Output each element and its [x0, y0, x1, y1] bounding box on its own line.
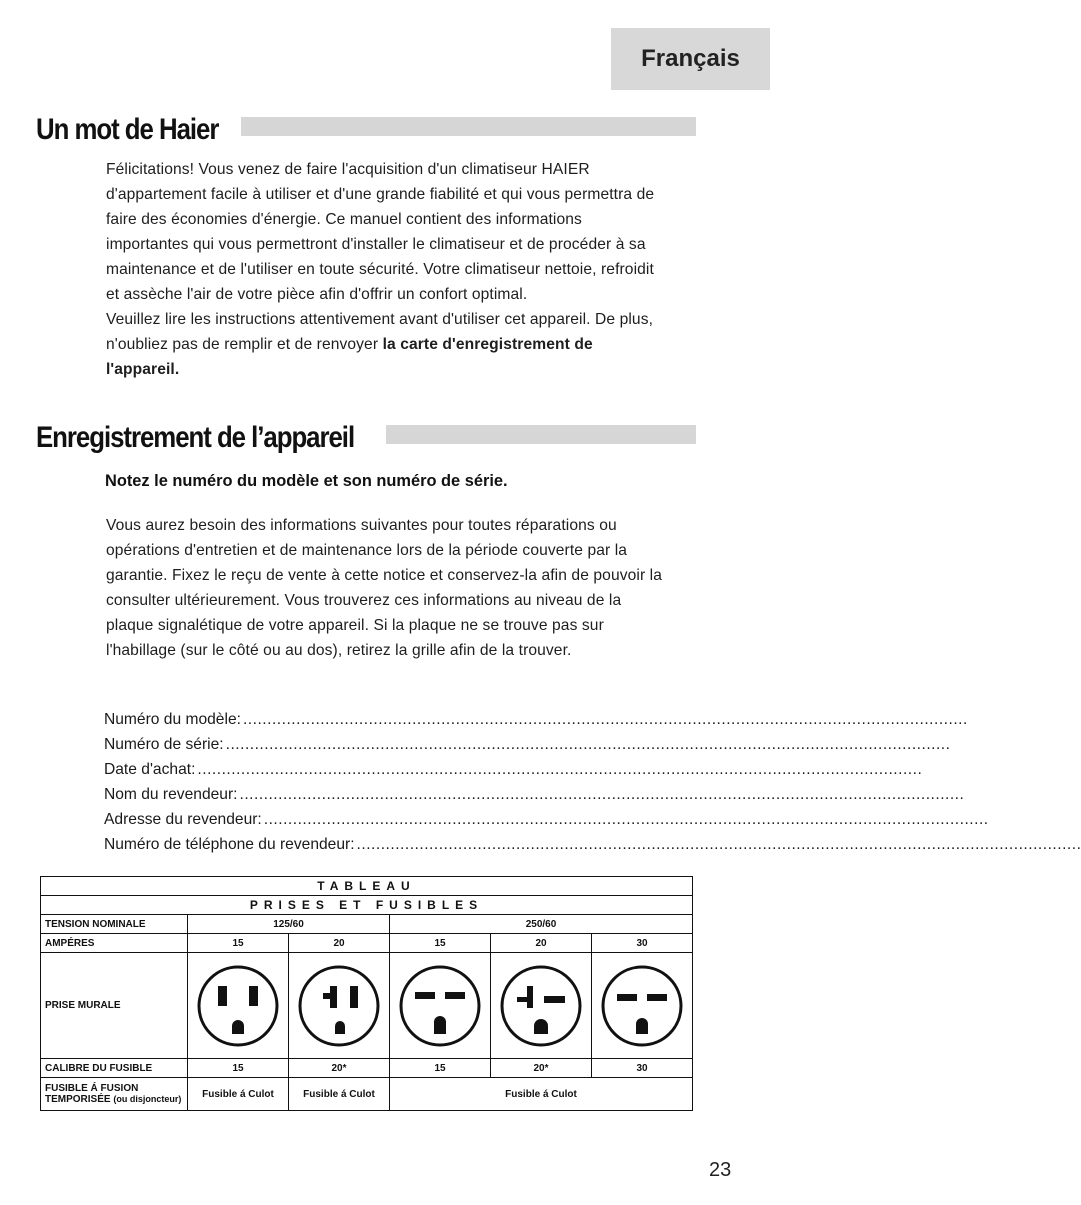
language-tab: Français: [611, 28, 770, 90]
registration-text: Vous aurez besoin des informations suivantes pour toutes réparations ou opérations d'entretien et de maintenance lors de la période couverte par la garantie. Fixez le reçu de vente à cette notice et conservez-la afin de pouvoir la consulter ultérieurement. Vous trouverez ces informations au niveau de la plaque signalétique de votre appareil. Si la plaque ne se trouve pas sur l'habillage (sur le côté ou au dos), retirez la grille afin de la trouver.: [106, 517, 663, 659]
reminder-text: Veuillez lire les instructions attentivement avant d'utiliser cet appareil. De plus, n'oubliez pas de remplir et de renvoyer: [106, 311, 654, 353]
outlet-20a-250v-icon: [491, 953, 592, 1059]
table-cell: 15: [188, 1059, 289, 1078]
section-heading-registration: [36, 420, 696, 464]
field-dots: ......................................................................................................................................................: [225, 736, 951, 753]
purchase-date-field[interactable]: [104, 757, 923, 782]
serial-number-field[interactable]: [104, 732, 951, 757]
table-cell: 20: [289, 934, 390, 953]
row-label: TENSION NOMINALE: [41, 915, 188, 934]
field-dots: ......................................................................................................................................................: [242, 711, 968, 728]
field-label: Numéro du modèle:: [104, 711, 241, 728]
table-row: [41, 1078, 693, 1111]
field-label: Numéro de téléphone du revendeur:: [104, 836, 355, 853]
registration-card-emphasis: la carte d'enregistrement de l'appareil.: [106, 336, 593, 378]
table-cell: Fusible á Culot: [188, 1078, 289, 1111]
table-row: [41, 896, 693, 915]
table-cell: 20*: [491, 1059, 592, 1078]
table-cell: Fusible á Culot: [289, 1078, 390, 1111]
row-label: CALIBRE DU FUSIBLE: [41, 1059, 188, 1078]
table-title: TABLEAU: [41, 877, 693, 896]
intro-text: Félicitations! Vous venez de faire l'acquisition d'un climatiseur HAIER d'appartement facile à utiliser et d'une grande fiabilité et qui vous permettra de faire des économies d'énergie. Ce manuel contient des informations importantes qui vous permettront d'installer le climatiseur et de procéder à sa maintenance et de l'utiliser en toute sécurité. Votre climatiseur nettoie, refroidit et assèche l'air de votre pièce afin d'offrir un confort optimal.: [106, 161, 655, 303]
table-row: [41, 1059, 693, 1078]
outlets-fuses-table: [40, 876, 693, 1111]
field-dots: ......................................................................................................................................................: [263, 811, 989, 828]
field-dots: ......................................................................................................................................................: [197, 761, 923, 778]
table-cell: 20: [491, 934, 592, 953]
outlet-20a-125v-icon: [289, 953, 390, 1059]
registration-reminder: [106, 307, 666, 382]
heading-rule: [386, 425, 696, 444]
intro-paragraph: [106, 157, 666, 382]
field-dots: ......................................................................................................................................................: [356, 836, 1081, 853]
table-cell: 15: [390, 934, 491, 953]
field-label: Numéro de série:: [104, 736, 224, 753]
table-row: [41, 953, 693, 1059]
outlet-30a-250v-icon: [592, 953, 693, 1059]
registration-paragraph: [106, 513, 666, 663]
table-cell: 15: [188, 934, 289, 953]
heading-text: Un mot de Haier: [36, 113, 219, 146]
outlet-15a-250v-icon: [390, 953, 491, 1059]
page-number: 23: [709, 1159, 732, 1181]
outlet-15a-125v-icon: [188, 953, 289, 1059]
dealer-name-field[interactable]: [104, 782, 965, 807]
section-heading-haier: [36, 112, 696, 156]
table-subtitle: PRISES ET FUSIBLES: [41, 896, 693, 915]
heading-rule: [241, 117, 696, 136]
table-cell: 30: [592, 1059, 693, 1078]
row-label: AMPÉRES: [41, 934, 188, 953]
dealer-phone-field[interactable]: [104, 832, 1081, 857]
row-label: PRISE MURALE: [41, 953, 188, 1059]
row-label-text: FUSIBLE Á FUSION TEMPORISÉE: [45, 1083, 139, 1105]
registration-fields: [104, 707, 1081, 857]
row-label-note: (ou disjoncteur): [113, 1094, 182, 1104]
field-label: Adresse du revendeur:: [104, 811, 262, 828]
dealer-address-field[interactable]: [104, 807, 989, 832]
table-cell: 30: [592, 934, 693, 953]
table-cell: 20*: [289, 1059, 390, 1078]
field-label: Nom du revendeur:: [104, 786, 238, 803]
table-cell: Fusible á Culot: [390, 1078, 693, 1111]
table-cell: 250/60: [390, 915, 693, 934]
field-dots: ......................................................................................................................................................: [239, 786, 965, 803]
row-label: [41, 1078, 188, 1111]
table-row: [41, 915, 693, 934]
table-row: [41, 877, 693, 896]
registration-subheading: Notez le numéro du modèle et son numéro de série.: [105, 472, 508, 490]
field-label: Date d'achat:: [104, 761, 196, 778]
heading-text: Enregistrement de l’appareil: [36, 421, 355, 454]
model-number-field[interactable]: [104, 707, 968, 732]
table-cell: 125/60: [188, 915, 390, 934]
table-row: [41, 934, 693, 953]
table-cell: 15: [390, 1059, 491, 1078]
